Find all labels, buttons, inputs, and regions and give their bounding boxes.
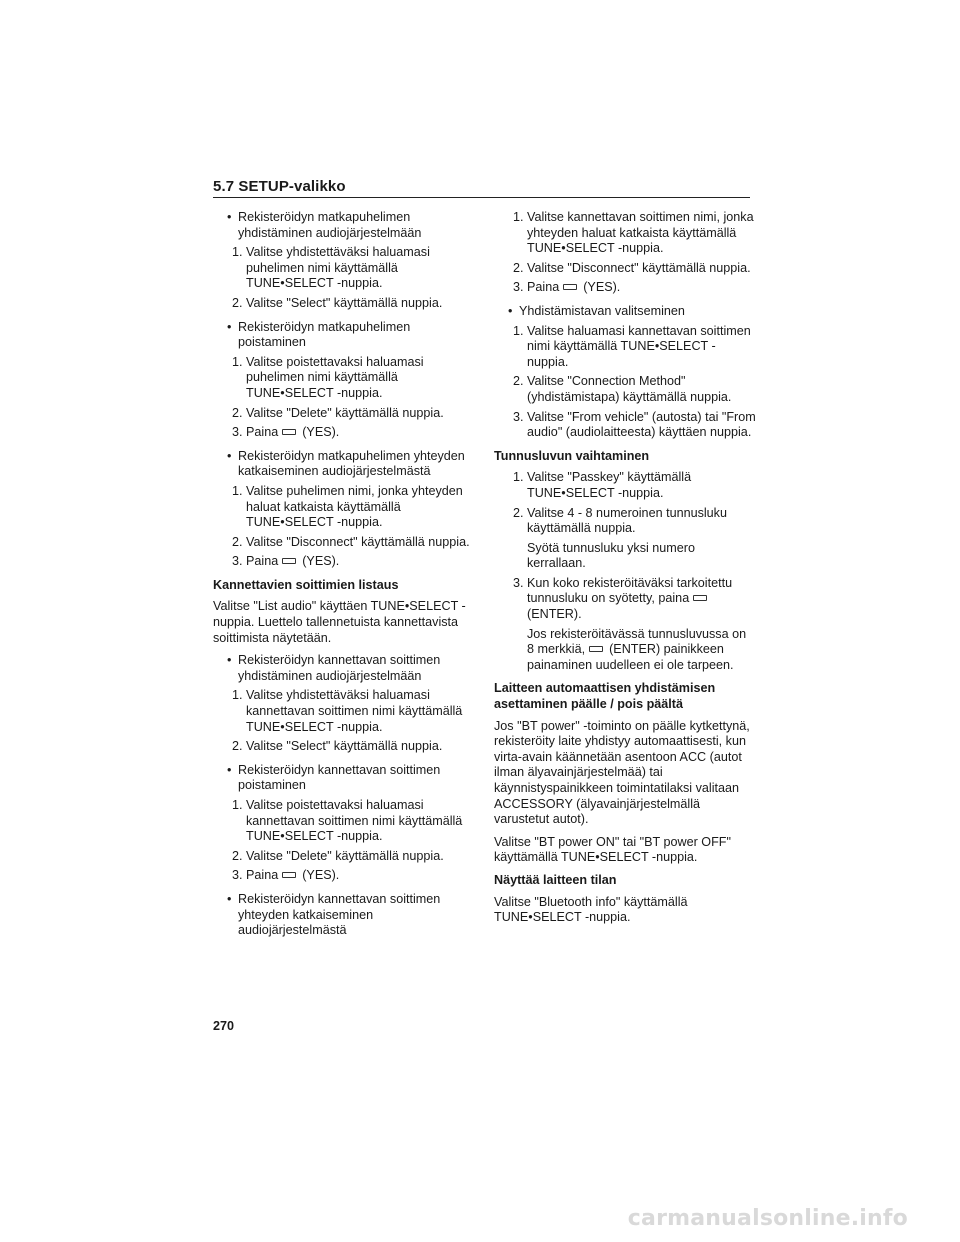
step-item: [213, 296, 475, 312]
step-text: Valitse "Disconnect" käyttämällä nuppia.: [527, 260, 751, 275]
step-number: 1.: [513, 323, 524, 338]
step-text: Valitse "Disconnect" käyttämällä nuppia.: [246, 534, 470, 549]
step-note-text: Jos rekisteröitävässä tunnusluvussa on 8 merkkiä,: [527, 626, 747, 657]
step-text: Valitse "Select" käyttämällä nuppia.: [246, 295, 443, 310]
step-item: [213, 798, 475, 845]
step-item: [213, 554, 475, 570]
bullet-item: [213, 320, 475, 351]
step-text: (YES).: [302, 868, 340, 883]
step-text: Paina: [246, 425, 279, 440]
section-title: 5.7 SETUP-valikko: [213, 178, 346, 195]
bullet-text: Rekisteröidyn kannettavan soittimen yhdistäminen audiojärjestelmään: [238, 653, 441, 683]
step-number: 2.: [513, 374, 524, 389]
section-header: [213, 178, 750, 198]
step-text: Valitse haluamasi kannettavan soittimen nimi käyttämällä TUNE•SELECT -nuppia.: [527, 323, 751, 369]
bullet-item: [213, 449, 475, 480]
step-number: 1.: [232, 798, 243, 812]
step-item: [494, 280, 756, 296]
step-text: Paina: [527, 280, 560, 295]
step-text: Valitse puhelimen nimi, jonka yhteyden haluat katkaista käyttämällä TUNE•SELECT -nuppia.: [246, 483, 463, 530]
bullet-text: Rekisteröidyn matkapuhelimen yhteyden katkaiseminen audiojärjestelmästä: [238, 448, 465, 479]
bullet-text: Rekisteröidyn kannettavan soittimen poistaminen: [238, 762, 441, 793]
watermark: carmanualsonline.info: [627, 1206, 908, 1231]
step-list: [494, 470, 756, 673]
subsection-heading: Laitteen automaattisen yhdistämisen asettaminen päälle / pois päältä: [494, 681, 716, 712]
step-text: Valitse "Connection Method" (yhdistämistapa) käyttämällä nuppia.: [527, 374, 732, 404]
step-item: [213, 406, 475, 422]
step-number: 1.: [513, 470, 524, 485]
bullet-item: [213, 892, 475, 939]
step-text: Valitse "Delete" käyttämällä nuppia.: [246, 848, 444, 863]
button-icon: [589, 646, 603, 652]
step-number: 3.: [232, 425, 243, 440]
bullet-text: Rekisteröidyn matkapuhelimen yhdistäminen audiojärjestelmään: [238, 210, 422, 240]
step-number: 3.: [232, 868, 243, 883]
step-text: (YES).: [302, 554, 340, 569]
step-text: Valitse "Delete" käyttämällä nuppia.: [246, 405, 444, 420]
step-text: Valitse poistettavaksi haluamasi kannettavan soittimen nimi käyttämällä TUNE•SELECT -nuppia.: [246, 798, 463, 844]
step-list: [494, 210, 756, 296]
page-number: 270: [213, 1019, 235, 1033]
step-item: [213, 245, 475, 292]
step-note: Syötä tunnusluku yksi numero kerrallaan.: [527, 540, 696, 571]
step-number: 2.: [232, 848, 243, 863]
step-list: [213, 688, 475, 754]
button-icon: [282, 872, 296, 878]
right-column: [494, 210, 756, 933]
bullet-item: [213, 653, 475, 684]
step-item: [494, 374, 756, 405]
subsection-heading: Tunnusluvun vaihtaminen: [494, 448, 650, 463]
paragraph: Valitse "Bluetooth info" käyttämällä TUNE•SELECT -nuppia.: [494, 894, 688, 925]
bullet-dot: •: [227, 210, 232, 224]
bullet-dot: •: [508, 303, 513, 318]
step-number: 2.: [232, 739, 243, 754]
step-text: (YES).: [302, 425, 340, 440]
bullet-text: Rekisteröidyn kannettavan soittimen yhteyden katkaiseminen audiojärjestelmästä: [238, 891, 441, 938]
step-item: [213, 688, 475, 735]
step-number: 1.: [513, 210, 524, 224]
button-icon: [693, 595, 707, 601]
bullet-dot: •: [227, 891, 232, 906]
step-text: (ENTER).: [527, 607, 582, 622]
step-text: Valitse yhdistettäväksi haluamasi kannettavan soittimen nimi käyttämällä TUNE•SELECT -nuppia.: [246, 688, 463, 734]
step-number: 3.: [513, 280, 524, 295]
step-item: [213, 535, 475, 551]
step-number: 1.: [232, 688, 243, 703]
left-column: [213, 210, 475, 943]
step-number: 2.: [513, 505, 524, 520]
step-text: Valitse "Select" käyttämällä nuppia.: [246, 739, 443, 754]
step-number: 2.: [232, 534, 243, 549]
step-number: 1.: [232, 354, 243, 369]
button-icon: [282, 558, 296, 564]
paragraph: Jos "BT power" -toiminto on päälle kytkettynä, rekisteröity laite yhdistyy automaattisesti, kun virta-avain käännetään asentoon ACC (autot ilman älyavainjärjestelmää) tai käynnistyspainikkeen toimintatilaksi valitaan ACCESSORY (älyavainjärjestelmällä varustetut autot).: [494, 718, 750, 827]
step-text: Kun koko rekisteröitäväksi tarkoitettu tunnusluku on syötetty, paina: [527, 575, 733, 606]
step-item: [213, 849, 475, 865]
step-number: 3.: [513, 409, 524, 424]
step-item: [494, 506, 756, 572]
bullet-dot: •: [227, 762, 232, 777]
paragraph: Valitse "BT power ON" tai "BT power OFF" käyttämällä TUNE•SELECT -nuppia.: [494, 834, 731, 865]
step-item: [213, 425, 475, 441]
bullet-item: [213, 210, 475, 241]
step-number: 3.: [232, 554, 243, 569]
step-note-text: (ENTER) painikkeen painaminen uudelleen ei ole tarpeen.: [527, 642, 734, 672]
step-number: 1.: [232, 245, 243, 260]
step-text: Paina: [246, 554, 279, 569]
bullet-dot: •: [227, 319, 232, 334]
step-text: Valitse 4 - 8 numeroinen tunnusluku käyttämällä nuppia.: [527, 505, 727, 536]
step-text: Valitse kannettavan soittimen nimi, jonka yhteyden haluat katkaista käyttämällä TUNE•SELECT -nuppia.: [527, 210, 754, 256]
step-list: [494, 324, 756, 441]
bullet-item: [213, 763, 475, 794]
bullet-dot: •: [227, 448, 232, 463]
step-list: [213, 484, 475, 570]
step-item: [494, 576, 756, 674]
step-number: 1.: [232, 483, 243, 498]
paragraph: Valitse "List audio" käyttäen TUNE•SELECT -nuppia. Luettelo tallennetuista kannettavista soittimista näytetään.: [213, 599, 466, 645]
bullet-text: Rekisteröidyn matkapuhelimen poistaminen: [238, 319, 411, 350]
bullet-dot: •: [227, 653, 232, 668]
step-item: [213, 484, 475, 531]
step-note: [527, 627, 756, 674]
step-item: [494, 261, 756, 277]
bullet-item: [494, 304, 756, 320]
step-item: [494, 410, 756, 441]
step-number: 3.: [513, 575, 524, 590]
step-text: Valitse poistettavaksi haluamasi puhelimen nimi käyttämällä TUNE•SELECT -nuppia.: [246, 354, 424, 400]
step-number: 2.: [232, 405, 243, 420]
step-item: [494, 324, 756, 371]
step-list: [213, 355, 475, 441]
button-icon: [563, 284, 577, 290]
step-list: [213, 245, 475, 311]
step-text: (YES).: [583, 280, 621, 295]
step-item: [213, 355, 475, 402]
step-item: [213, 739, 475, 755]
step-text: Valitse "From vehicle" (autosta) tai "From audio" (audiolaitteesta) käyttäen nuppia.: [527, 409, 756, 440]
step-list: [213, 798, 475, 884]
step-number: 2.: [513, 260, 524, 275]
button-icon: [282, 429, 296, 435]
step-item: [494, 470, 756, 501]
step-text: Valitse "Passkey" käyttämällä TUNE•SELECT -nuppia.: [527, 470, 692, 500]
subsection-heading: Kannettavien soittimien listaus: [213, 577, 399, 592]
subsection-heading: Näyttää laitteen tilan: [494, 872, 617, 887]
step-text: Paina: [246, 868, 279, 883]
step-item: [494, 210, 756, 257]
step-text: Valitse yhdistettäväksi haluamasi puhelimen nimi käyttämällä TUNE•SELECT -nuppia.: [246, 245, 430, 291]
step-item: [213, 868, 475, 884]
step-number: 2.: [232, 295, 243, 310]
bullet-text: Yhdistämistavan valitseminen: [519, 303, 685, 318]
